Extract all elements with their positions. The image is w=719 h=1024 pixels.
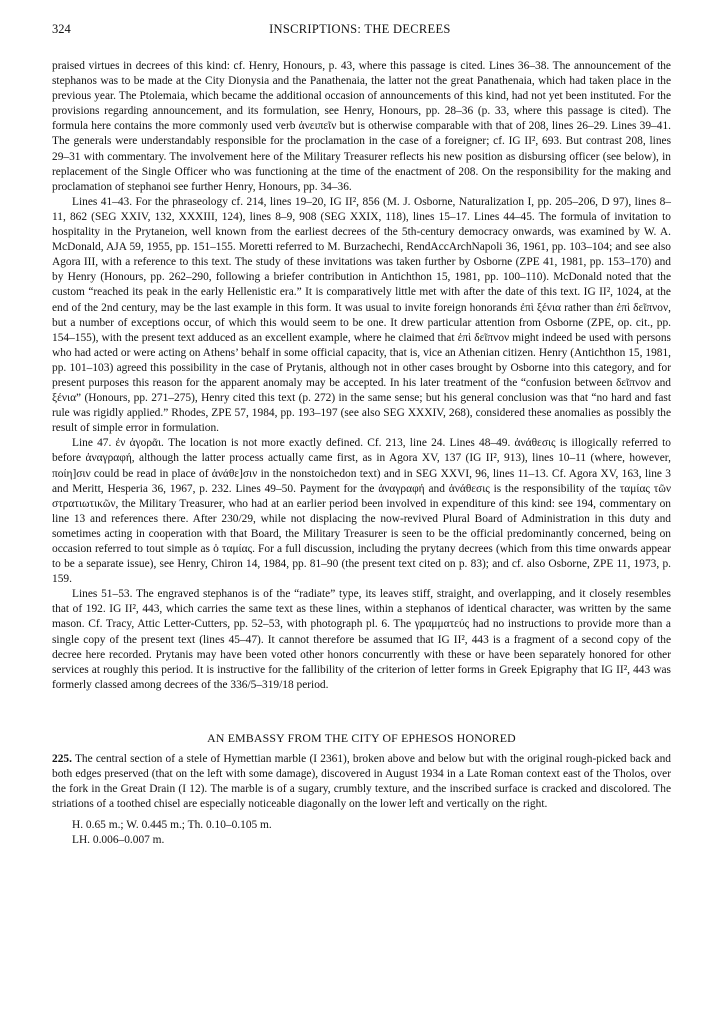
section-heading: AN EMBASSY FROM THE CITY OF EPHESOS HONORED [207,730,516,745]
paragraph: Line 47. ἐν ἀγορᾶι. The location is not more exactly defined. Cf. 213, line 24. Lines 48–49. ἀνάθεσις is illogically referred to before ἀναγραφή, although the latter process actually came first, as in Agora XV, 137 (IG II², 913), lines 10–11 (where, however, ποίη]σιν could be read in place of ἀνάθε]σιν in the nonstoichedon text) and in SEG XXVI, 96, lines 11–13. Cf. Agora XV, 163, line 3 and Meritt, Hesperia 36, 1967, p. 232. Lines 49–50. Payment for the ἀναγραφή and ἀνάθεσις is the responsibility of the ταμίας τῶν στρατιωτικῶν, the Military Treasurer, who had at an earlier period been involved in expenditure of this kind: see 194, commentary on line 13 and references there. After 230/29, while not displacing the now-revived Plural Board of Administration in this duty and sometimes acting in cooperation with that Board, the Military Treasurer is seen to be the official predominantly concerned, being on occasion referred to tout simple as ὁ ταμίας. For a full discussion, including the prytany decrees (which from this time onwards appear to be a separate issue), see Henry, Chiron 14, 1984, pp. 81–90 (the present text cited on p. 83); and cf. also Osborne, ZPE 11, 1973, p. 159. [52,437,671,586]
letter-height: LH. 0.006–0.007 m. [72,834,165,847]
page-header [52,22,671,37]
paragraph: Lines 51–53. The engraved stephanos is of the “radiate” type, its leaves stiff, straight, and overlapping, and it closely resembles that of 192. IG II², 443, which carries the same text as these lines, within a stephanos of identical character, was written by the same mason. Cf. Tracy, Attic Letter-Cutters, pp. 52–53, with photograph pl. 6. The γραμματεύς had no instructions to provide more than a single copy of the present text (lines 45–47). It cannot therefore be assumed that IG II², 443 is a fragment of a second copy of the decree here recorded. Prytanis may have been voted other honors concurrently with these or have been separately honored for other services at roughly this period. It is instructive for the fallibility of the criterion of letter forms in Greek Epigraphy that IG II², 443 was formerly classed among decrees of the 336/5–319/18 period. [52,588,671,691]
entry-description-text: The central section of a stele of Hymettian marble (I 2361), broken above and below but with the original rough-picked back and both edges preserved (that on the left with some damage), discovered in August 1934 in a Late Roman context east of the Tholos, over the fork in the Great Drain (I 12). The marble is of a sugary, crumbly texture, and the inscribed surface is cracked and discolored. The striations of a toothed chisel are especially noticeable diagonally on the lower left and vertically on the right. [52,752,671,811]
paragraph: Lines 41–43. For the phraseology cf. 214, lines 19–20, IG II², 856 (M. J. Osborne, Naturalization I, pp. 205–206, D 97), lines 8–11, 862 (SEG XXIV, 132, XXXIII, 124), lines 8–9, 908 (SEG XXIX, 118), lines 15–17. Lines 44–45. The formula of invitation to hospitality in the Prytaneion, well known from the earliest decrees of the 5th-century democracy onwards, was examined by W. A. McDonald, AJA 59, 1955, pp. 151–155. Moretti referred to M. Burzachechi, RendAccArchNapoli 36, 1961, pp. 103–104; and see also Agora III, with a reference to this text. The study of these invitations was taken further by Osborne (ZPE 41, 1981, pp. 153–170) and by Henry (Honours, pp. 262–290, following a briefer contribution in Antichthon 15, 1981, pp. 100–110). McDonald noted that the custom “reached its peak in the early Hellenistic era.” It is comparatively little met with after the date of this text. IG II², 1024, at the end of the 2nd century, may be the last example in this form. It was usual to invite foreign honorands ἐπὶ ξένια rather than ἐπὶ δεῖπνον, but a number of exceptions occur, of which this would seem to be one. It drew particular attention from Osborne (ZPE, op. cit., pp. 154–155), with the present text adduced as an excellent example, where he claimed that ἐπὶ δεῖπνον might indeed be used with persons who had acted or were acting on Athens’ behalf in some official capacity, that is, vice an Athenian citizen. Henry (Antichthon 15, 1981, pp. 101–103) agreed this possibility in the case of Prytanis, although not in other cases brought by Osborne into this category, and for present purposes this reason for the apparent anomaly may be accepted. In his later treatment of the “confusion between δεῖπνον and ξένια” (Honours, pp. 271–275), Henry cited this text (p. 272) in the same sense; but his general conclusion was that “no hard and fast rule was rigidly applied.” Rhodes, ZPE 57, 1984, pp. 193–197 (see also SEG XXXIV, 268), considered these anomalies as possibly the result of simple error in formulation. [52,195,671,435]
entry-number: 225. [52,752,72,765]
page-number: 324 [52,22,71,36]
paragraph: praised virtues in decrees of this kind: cf. Henry, Honours, p. 43, where this passage is cited. Lines 36–38. The announcement of the stephanos was to be made at the City Dionysia and the Panathenaia, the latter not the great Panathenaia, which had taken place in the previous year. The Ptolemaia, which became the additional occasion of announcements of this kind, had not yet been instituted. For the provisions regarding announcement, and its formulation, see Henry, Honours, pp. 28–36 (p. 33, where this passage is cited). The formula here contains the more commonly used verb ἀνειπεῖν but is otherwise comparable with that of 208, lines 26–29. Lines 39–41. The generals were understandably responsible for the proclamation in the case of a foreigner; cf. IG II², 693. But contrast 208, lines 29–31 with commentary. The involvement here of the Military Treasurer reflects his new position as disbursing officer (see below), in replacement of the Single Officer who was functioning at the time of the enactment of 208. On the responsibility for the making and proclamation of stephanoi see further Henry, Honours, pp. 34–36. [52,60,671,193]
dimensions: H. 0.65 m.; W. 0.445 m.; Th. 0.10–0.105 m. [72,819,272,832]
running-title: INSCRIPTIONS: THE DECREES [269,22,451,36]
entry-description [52,752,671,812]
